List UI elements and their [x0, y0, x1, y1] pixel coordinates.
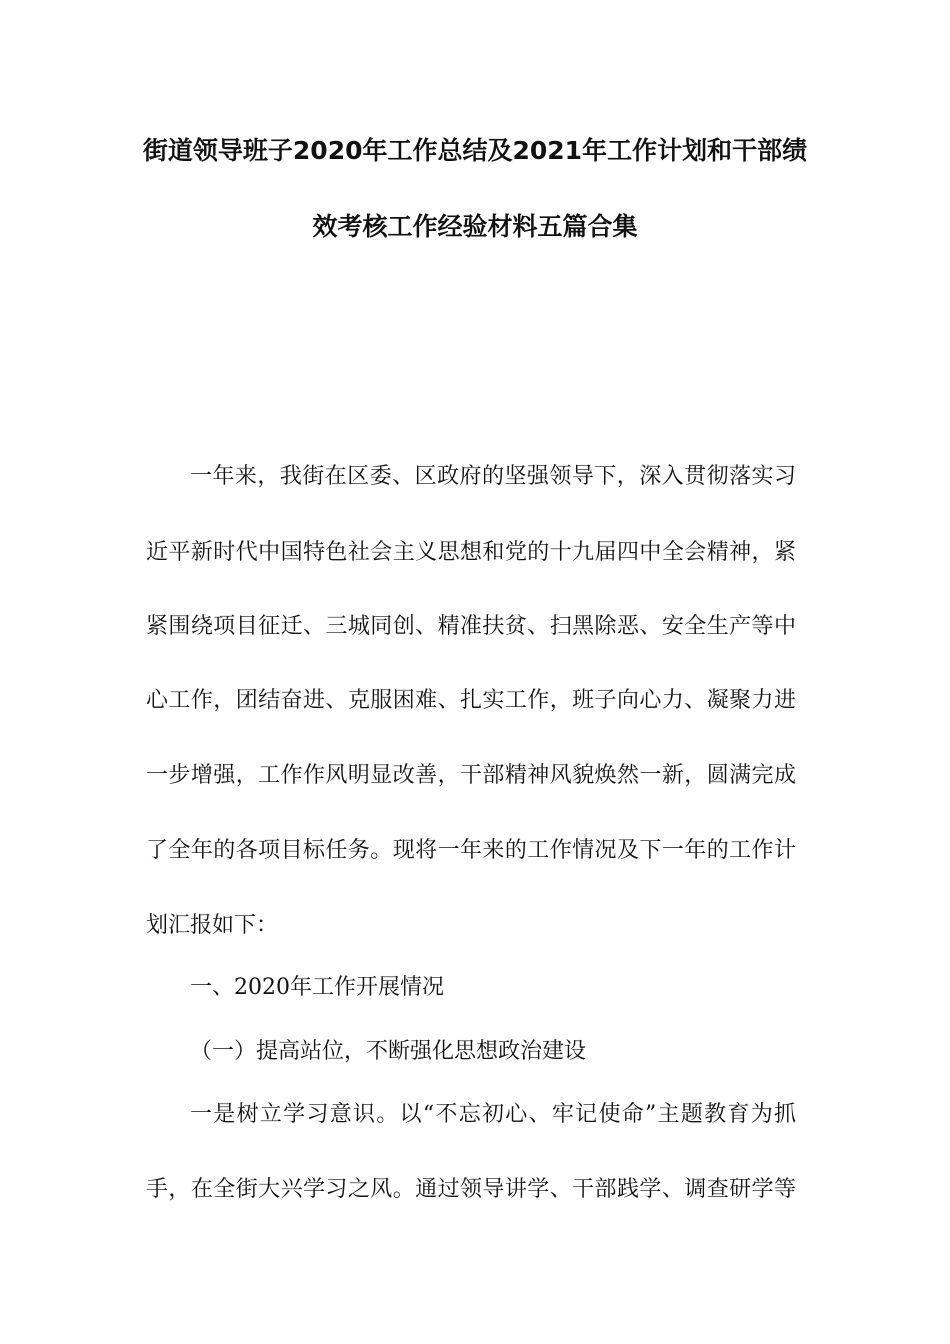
intro-paragraph-line: 近平新时代中国特色社会主义思想和党的十九届四中全会精神，紧 [146, 540, 796, 565]
intro-paragraph-line: 一年来，我街在区委、区政府的坚强领导下，深入贯彻落实习 [190, 464, 796, 489]
paragraph-line: 手，在全街大兴学习之风。通过领导讲学、干部践学、调查研学等 [146, 1177, 796, 1202]
intro-paragraph-line: 划汇报如下： [146, 913, 279, 938]
intro-paragraph-line: 紧围绕项目征迁、三城同创、精准扶贫、扫黑除恶、安全生产等中 [146, 614, 796, 639]
paragraph-line: 一是树立学习意识。以“不忘初心、牢记使命”主题教育为抓 [190, 1102, 796, 1127]
intro-paragraph-line: 一步增强，工作作风明显改善，干部精神风貌焕然一新，圆满完成 [146, 763, 796, 788]
section-heading: 一、2020年工作开展情况 [190, 975, 444, 1000]
subsection-heading: （一）提高站位，不断强化思想政治建设 [190, 1039, 587, 1064]
intro-paragraph-line: 了全年的各项目标任务。现将一年来的工作情况及下一年的工作计 [146, 838, 796, 863]
intro-paragraph-line: 心工作，团结奋进、克服困难、扎实工作，班子向心力、凝聚力进 [146, 688, 796, 713]
document-title-line-2: 效考核工作经验材料五篇合集 [312, 212, 638, 241]
document-title-line-1: 街道领导班子2020年工作总结及2021年工作计划和干部绩 [142, 136, 808, 165]
